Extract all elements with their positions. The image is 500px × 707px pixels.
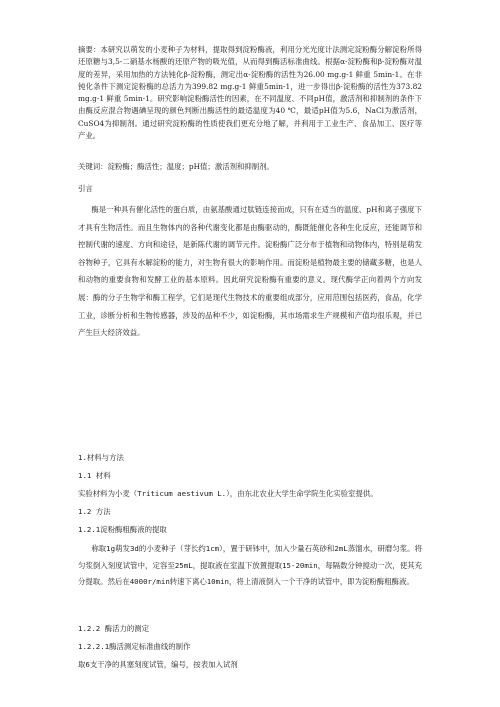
extraction-paragraph: 称取1g萌发3d的小麦种子（芽长约1cm），置于研钵中，加入少量石英砂和2mL蒸馏水，研磨匀浆。将匀浆倒入刻度试管中，定容至25mL，提取液在室温下放置提取15-20min，每隔数分钟搅动一次，使其充分提取。然后在4000r/min转速下离心10min，将上清液倒入一个干净的试管中，即为淀粉酶粗酶液。 xyxy=(78,544,422,586)
section-heading-methods: 1.2 方法 xyxy=(78,507,111,516)
abstract-paragraph: 摘要：本研究以萌发的小麦种子为材料，提取得到淀粉酶液，利用分光光度计法测定淀粉酶分解淀粉所得还原糖与3,5-二硝基水杨酸的还原产物的吸光值，从而得到酶活标准曲线。根据α-淀粉酶和β-淀粉酶对温度的差异，采用加热的方法钝化β-淀粉酶，测定出α-淀粉酶的活性为26.00 mg.g-1 鲜重 5min-1。在非钝化条件下测定淀粉酶的总活力为399.82 mg.g-1 鲜重5min-1，进一步得出β-淀粉酶的活性为373.82 mg.g-1 鲜重 5min-1。研究影响淀粉酶活性的因素，在不同温度、不同pH值，激活剂和抑制剂的条件下由酶反应混合物遇碘呈现的颜色判断出酶活性的最适温度为40 ℃，最适pH值为5.6，NaCl为激活剂，CuSO4为抑制剂。通过研究淀粉酶的性质使我们更充分地了解，并利用于工业生产、食品加工、医疗等产业。 xyxy=(78,45,422,141)
section-heading-materials: 1.1 材料 xyxy=(78,471,111,480)
intro-heading: 引言 xyxy=(78,184,93,193)
standard-curve-text: 取6支干净的具塞刻度试管，编号，按表加入试剂 xyxy=(78,660,238,669)
intro-paragraph: 酶是一种具有催化活性的蛋白质，由氨基酸通过肽链连接而成，只有在适当的温度、pH和离子强度下才具有生物活性。而且生物体内的各种代谢变化都是由酶驱动的，酶既能催化各种生化反应，还能调节和控制代谢的速度、方向和途径，是新陈代谢的调节元件。淀粉酶广泛分布于植物和动物体内，特别是萌发谷物种子，它具有水解淀粉的能力，对生物有很大的影响作用。而淀粉是植物最主要的储藏多糖，也是人和动物的重要食物和发酵工业的基本原料。因此研究淀粉酶有重要的意义。现代酶学正向着两个方向发展：酶的分子生物学和酶工程学，它们是现代生物技术的重要组成部分，应用范围包括医药，食品，化学工业，诊断分析和生物传感器，涉及的品种不少，如淀粉酶，其市场需求生产规模和产值均很乐观，并已产生巨大经济效益。 xyxy=(78,205,422,338)
keywords-line: 关键词：淀粉酶；酶活性；温度；pH值；激活剂和抑制剂。 xyxy=(78,162,274,171)
section-heading-extraction: 1.2.1淀粉酶粗酶液的提取 xyxy=(78,525,167,534)
materials-text: 实验材料为小麦（Triticum aestivum L.），由东北农业大学生命学院生化实验室提供。 xyxy=(78,489,378,498)
section-heading-materials-methods: 1.材料与方法 xyxy=(78,453,124,462)
document-page xyxy=(78,0,422,707)
section-heading-activity: 1.2.2 酶活力的测定 xyxy=(78,624,150,633)
section-heading-standard-curve: 1.2.2.1酶活测定标准曲线的制作 xyxy=(78,642,191,651)
